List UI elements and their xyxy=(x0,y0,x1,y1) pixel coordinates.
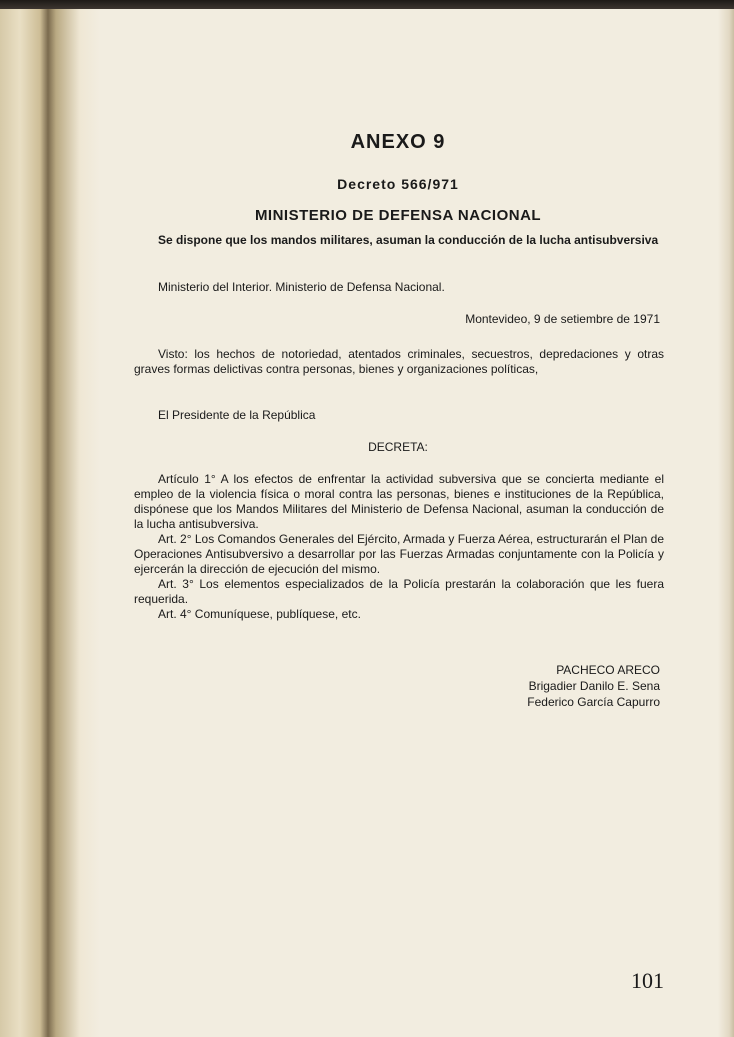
article-4: Art. 4° Comuníquese, publíquese, etc. xyxy=(158,607,361,621)
article-3: Art. 3° Los elementos especializados de la Policía prestarán la colaboración que les fuera requerida. xyxy=(134,577,664,606)
origin-line: Ministerio del Interior. Ministerio de Defensa Nacional. xyxy=(158,280,445,294)
signature-block xyxy=(527,662,660,710)
annex-title: ANEXO 9 xyxy=(350,131,446,153)
article-2: Art. 2° Los Comandos Generales del Ejército, Armada y Fuerza Aérea, estructurarán el Plan de Operaciones Antisubversivo a desarrollar por las Fuerzas Armadas conjuntamente con la Policía y ejercerán la dirección de ejecución del mismo. xyxy=(134,532,664,576)
articles-block xyxy=(134,472,664,622)
signature-line: Federico García Capurro xyxy=(527,695,660,709)
president-line: El Presidente de la República xyxy=(158,408,316,422)
visto-paragraph: Visto: los hechos de notoriedad, atentados criminales, secuestros, depredaciones y otras graves formas delictivas contra personas, bienes y organizaciones políticas, xyxy=(134,347,664,376)
decreta-heading: DECRETA: xyxy=(368,440,428,454)
page-number: 101 xyxy=(631,968,664,993)
decree-subtitle: Se dispone que los mandos militares, asuman la conducción de la lucha antisubversiva xyxy=(158,233,659,247)
signature-line: Brigadier Danilo E. Sena xyxy=(528,679,660,693)
decree-number: Decreto 566/971 xyxy=(337,176,459,192)
signature-line: PACHECO ARECO xyxy=(556,663,660,677)
ministry-heading: MINISTERIO DE DEFENSA NACIONAL xyxy=(254,207,542,224)
article-1: Artículo 1° A los efectos de enfrentar la actividad subversiva que se concierta mediante el empleo de la violencia física o moral contra las personas, bienes e instituciones de la República, dispónese que los Mandos Militares del Ministerio de Defensa Nacional, asuman la conducción de la lucha antisubversiva. xyxy=(134,472,664,531)
place-date: Montevideo, 9 de setiembre de 1971 xyxy=(465,312,660,326)
